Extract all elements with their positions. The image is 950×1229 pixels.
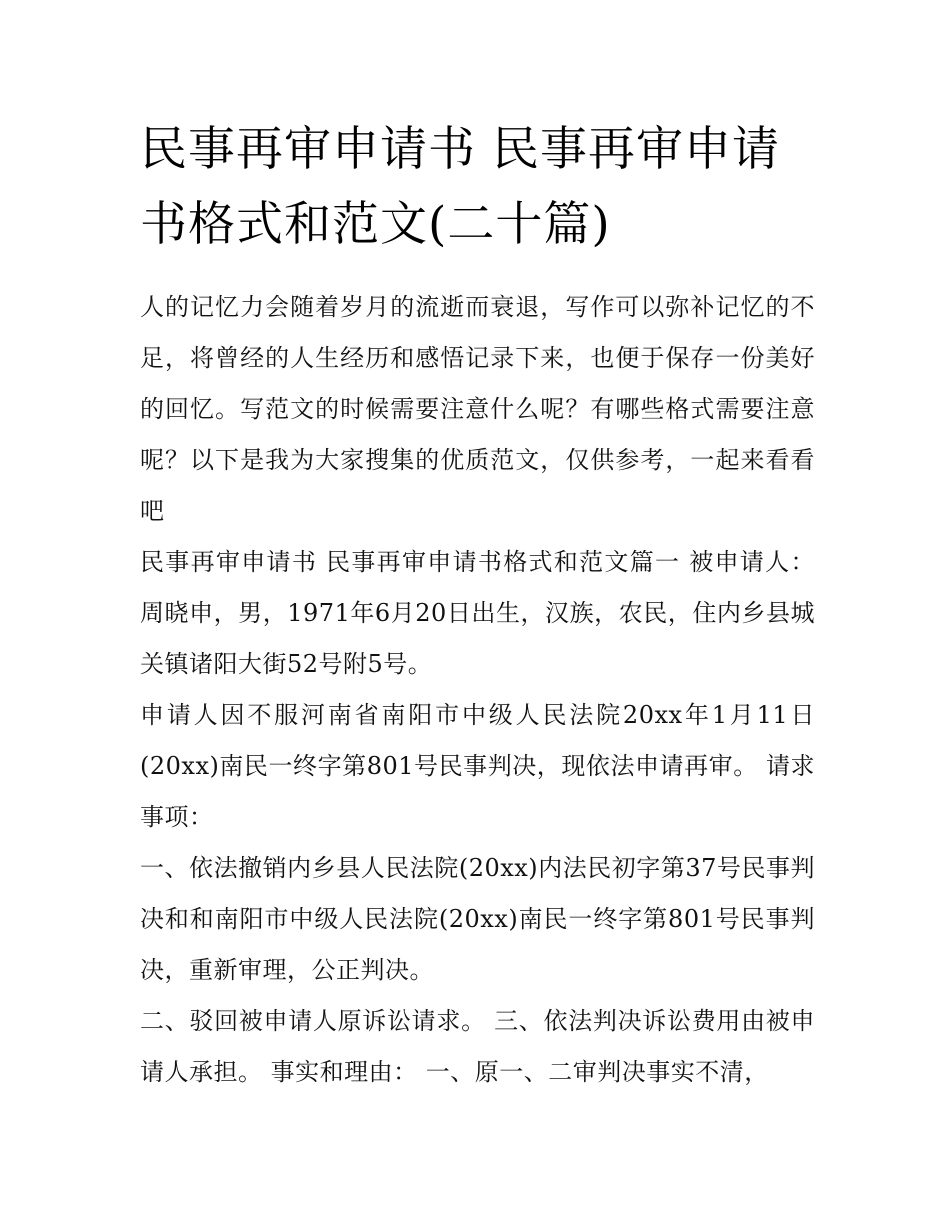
document-title: 民事再审申请书 民事再审申请书格式和范文(二十篇): [140, 122, 780, 252]
request-item-1-paragraph: 一、依法撤销内乡县人民法院(20xx)内法民初字第37号民事判决和和南阳市中级人民法院(20xx)南民一终字第801号民事判决，重新审理，公正判决。: [140, 854, 815, 984]
intro-paragraph: 人的记忆力会随着岁月的流逝而衰退，写作可以弥补记忆的不足，将曾经的人生经历和感悟记录下来，也便于保存一份美好的回忆。写范文的时候需要注意什么呢？有哪些格式需要注意呢？以下是我为大家搜集的优质范文，仅供参考，一起来看看吧: [140, 293, 815, 525]
document-body: [140, 112, 815, 1098]
request-item-2-paragraph: 二、驳回被申请人原诉讼请求。 三、依法判决诉讼费用由被申请人承担。 事实和理由： 一、原一、二审判决事实不清，: [140, 1007, 815, 1086]
application-paragraph: 申请人因不服河南省南阳市中级人民法院20xx年1月11日(20xx)南民一终字第801号民事判决，现依法申请再审。 请求事项：: [140, 701, 815, 831]
respondent-paragraph: 民事再审申请书 民事再审申请书格式和范文篇一 被申请人：周晓申，男，1971年6月20日出生，汉族，农民，住内乡县城关镇诸阳大街52号附5号。: [140, 548, 815, 678]
